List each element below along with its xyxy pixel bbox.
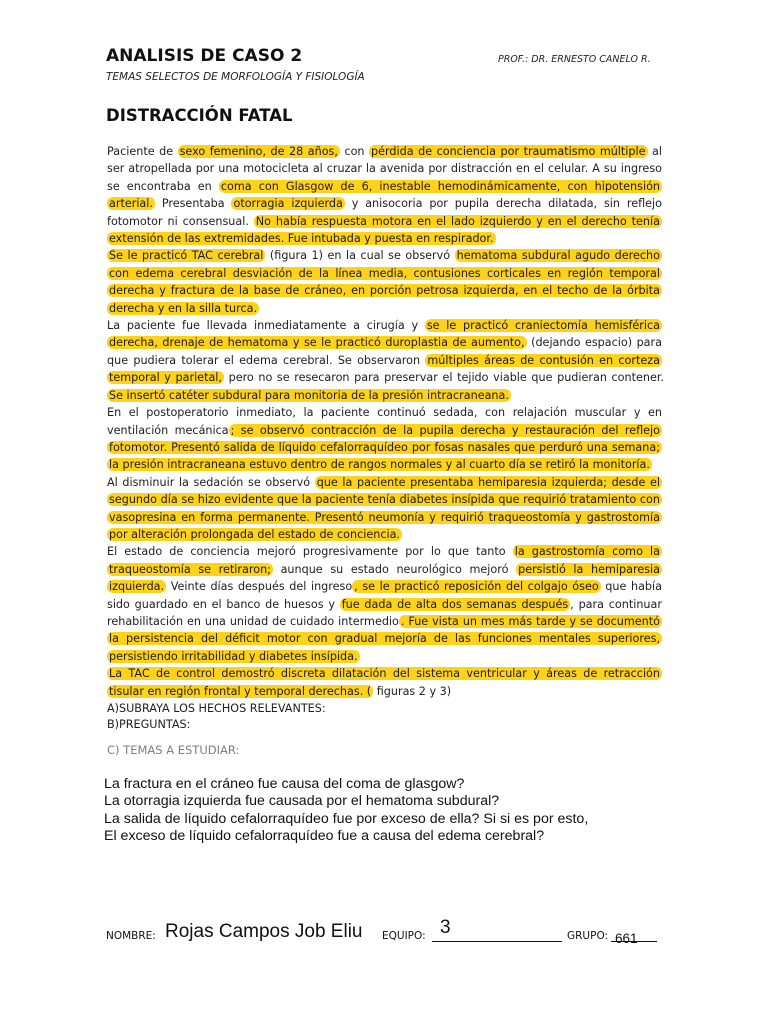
group-value: 661 [615, 931, 638, 946]
highlighted-text: Se le practicó TAC cerebral [109, 249, 264, 263]
highlighted-text: Se insertó catéter subdural para monitoria de la presión intracraneana. [109, 388, 509, 402]
instruction-questions: B)PREGUNTAS: [107, 718, 191, 731]
team-value: 3 [440, 917, 451, 938]
student-info-footer [106, 918, 666, 948]
questions-list [104, 776, 588, 846]
paragraph-text: al ser atropellada por una motocicleta al cruzar la avenida por distracción en el celular. A su ingreso se encontraba en [107, 145, 662, 193]
question-item: La otorragia izquierda fue causada por el hematoma subdural? [104, 793, 500, 810]
paragraph-text: Veinte días después del ingreso [166, 580, 353, 594]
instructions [107, 701, 326, 733]
group-label: GRUPO: [567, 930, 609, 942]
case-paragraph [107, 317, 662, 404]
paragraph-text: Paciente de [107, 145, 178, 158]
document-title: ANALISIS DE CASO 2 [106, 46, 303, 66]
paragraph-text: aunque su estado neurológico mejoró [272, 562, 517, 576]
instruction-underline-facts: A)SUBRAYA LOS HECHOS RELEVANTES: [107, 702, 326, 715]
highlighted-text: sexo femenino, de 28 años, [179, 145, 338, 158]
highlighted-text: pérdida de conciencia por traumatismo múltiple [371, 145, 646, 158]
case-paragraph [107, 665, 662, 700]
paragraph-text: Presentaba [154, 197, 232, 211]
highlighted-text: otorragia izquierda [233, 197, 343, 211]
case-paragraph [107, 474, 662, 544]
highlighted-text: fue dada de alta dos semanas después [341, 597, 569, 611]
highlighted-text: que la paciente presentaba hemiparesia izquierda; desde el segundo día se hizo evidente que la paciente tenía diabetes insípida que requirió tratamiento con vasopresina en forma permanente. Presentó neumonía y requirió traqueostomía y gastrostomía por alteración prolongada del estado de conciencia. [109, 475, 660, 541]
highlighted-text: , se le practicó reposición del colgajo óseo [354, 580, 599, 594]
highlighted-text: la gastrostomía como la traqueostomía se retiraron; [109, 545, 660, 576]
paragraph-text: y anisocoria por pupila derecha dilatada, sin reflejo fotomotor ni consensual. [107, 197, 662, 228]
paragraph-text: , para continuar rehabilitación en una unidad de cuidado intermedio [107, 597, 662, 628]
paragraph-text: (dejando espacio) para que pudiera tolerar el edema cerebral. Se observaron [107, 336, 662, 367]
paragraph-text: La paciente fue llevada inmediatamente a cirugía y [107, 319, 425, 333]
case-paragraph [107, 404, 662, 474]
highlighted-text: persistió la hemiparesia izquierda. [109, 562, 660, 594]
paragraph-text: (figura 1) en la cual se observó [265, 249, 455, 263]
case-title: DISTRACCIÓN FATAL [106, 106, 293, 125]
team-label: EQUIPO: [382, 930, 426, 942]
question-item: El exceso de líquido cefalorraquídeo fue a causa del edema cerebral? [104, 828, 545, 845]
course-subtitle: TEMAS SELECTOS DE MORFOLOGÍA Y FISIOLOGÍA [106, 71, 365, 83]
highlighted-text: hematoma subdural agudo derecho con edema cerebral desviación de la línea media, contusiones corticales en región temporal derecha y fractura de la base de cráneo, en porción petrosa izquierda, en el techo de la órbita derecha y en la silla turca. [109, 249, 660, 315]
highlighted-text: se le practicó craniectomía hemisférica derecha, drenaje de hematoma y se le practicó duroplastia de aumento, [109, 319, 660, 350]
case-paragraph [107, 143, 662, 247]
case-paragraph [107, 543, 662, 665]
topics-to-study-heading: C) TEMAS A ESTUDIAR: [107, 743, 240, 757]
paragraph-text: figuras 2 y 3) [373, 684, 452, 698]
paragraph-text: que había sido guardado en el banco de huesos y [107, 580, 662, 611]
student-name: Rojas Campos Job Eliu [165, 921, 363, 942]
team-underline [432, 941, 562, 942]
professor-name: PROF.: DR. ERNESTO CANELO R. [498, 54, 651, 65]
paragraph-text: Al disminuir la sedación se observó [107, 475, 315, 489]
paragraph-text: El estado de conciencia mejoró progresivamente por lo que tanto [107, 545, 513, 559]
highlighted-text: La TAC de control demostró discreta dilatación del sistema ventricular y áreas de retracción tisular en región frontal y temporal derechas. ( [109, 667, 660, 698]
highlighted-text: . Fue vista un mes más tarde y se documentó la persistencia del déficit motor con gradual mejoría de las funciones mentales superiores, persistiendo irritabilidad y diabetes insípida. [109, 614, 660, 663]
question-item: La fractura en el cráneo fue causa del coma de glasgow? [104, 776, 465, 792]
paragraph-text: En el postoperatorio inmediato, la paciente continuó sedada, con relajación muscular y en ventilación mecánica [107, 406, 662, 437]
case-body [107, 143, 662, 700]
highlighted-text: ; se observó contracción de la pupila derecha y restauración del reflejo fotomotor. Presentó salida de líquido cefalorraquídeo por fosas nasales que perduró una semana; la presión intracraneana estuvo dentro de rangos normales y al cuarto día se retiró la monitoría. [109, 423, 660, 472]
name-label: NOMBRE: [106, 930, 156, 942]
question-item: La salida de líquido cefalorraquídeo fue por exceso de ella? Si si es por esto, [104, 810, 589, 827]
highlighted-text: coma con Glasgow de 6, inestable hemodinámicamente, con hipotensión arterial. [109, 179, 661, 211]
paragraph-text: con [339, 145, 370, 158]
highlighted-text: múltiples áreas de contusión en corteza temporal y parietal, [109, 353, 661, 385]
highlighted-text: No había respuesta motora en el lado izquierdo y en el derecho tenía extensión de las extremidades. Fue intubada y puesta en respirador. [109, 214, 660, 246]
paragraph-text: pero no se resecaron para preservar el tejido viable que pudieran contener. [223, 371, 664, 385]
case-paragraph [107, 247, 662, 317]
